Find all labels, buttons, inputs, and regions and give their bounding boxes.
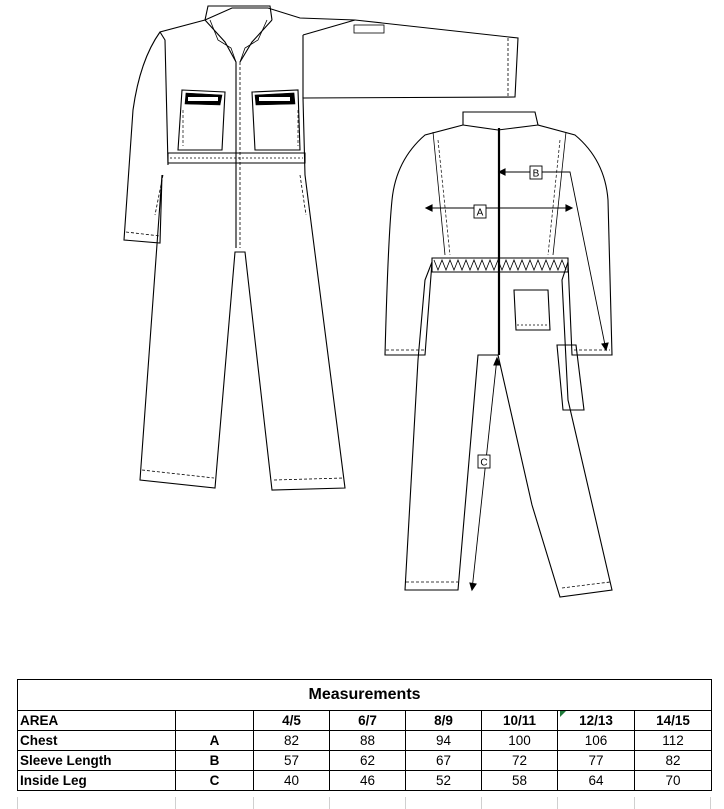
marker-a xyxy=(474,205,486,219)
row-value: 112 xyxy=(635,731,712,751)
header-size: 14/15 xyxy=(635,711,712,731)
row-value: 70 xyxy=(635,771,712,791)
row-value: 106 xyxy=(558,731,635,751)
row-value: 64 xyxy=(558,771,635,791)
row-area-name: Sleeve Length xyxy=(18,751,176,771)
measurements-table xyxy=(17,679,712,791)
row-value: 62 xyxy=(330,751,406,771)
row-value: 88 xyxy=(330,731,406,751)
cell-comment-marker xyxy=(560,711,566,717)
row-value: 82 xyxy=(635,751,712,771)
row-value: 40 xyxy=(254,771,330,791)
marker-a-label: A xyxy=(476,207,484,219)
marker-c-label: C xyxy=(480,457,488,469)
row-value: 46 xyxy=(330,771,406,791)
row-value: 67 xyxy=(406,751,482,771)
table-title: Measurements xyxy=(18,680,712,711)
marker-b xyxy=(530,166,542,180)
marker-b-label: B xyxy=(532,168,540,180)
row-code: A xyxy=(176,731,254,751)
row-value: 77 xyxy=(558,751,635,771)
header-size: 12/13 xyxy=(558,711,635,731)
table-header-row xyxy=(18,711,712,731)
marker-c xyxy=(478,455,490,469)
row-value: 52 xyxy=(406,771,482,791)
header-code xyxy=(176,711,254,731)
row-code: C xyxy=(176,771,254,791)
table-row xyxy=(18,771,712,791)
front-view-coverall xyxy=(124,6,518,490)
row-value: 94 xyxy=(406,731,482,751)
row-value: 100 xyxy=(482,731,558,751)
header-area: AREA xyxy=(18,711,176,731)
row-value: 57 xyxy=(254,751,330,771)
row-value: 58 xyxy=(482,771,558,791)
header-size: 8/9 xyxy=(406,711,482,731)
spreadsheet-gridlines xyxy=(17,797,711,809)
table-title-row xyxy=(18,680,712,711)
header-size: 10/11 xyxy=(482,711,558,731)
row-value: 72 xyxy=(482,751,558,771)
table-row xyxy=(18,751,712,771)
back-view-coverall xyxy=(385,112,612,597)
table-row xyxy=(18,731,712,751)
header-size: 4/5 xyxy=(254,711,330,731)
row-area-name: Inside Leg xyxy=(18,771,176,791)
row-code: B xyxy=(176,751,254,771)
row-area-name: Chest xyxy=(18,731,176,751)
header-size: 6/7 xyxy=(330,711,406,731)
row-value: 82 xyxy=(254,731,330,751)
